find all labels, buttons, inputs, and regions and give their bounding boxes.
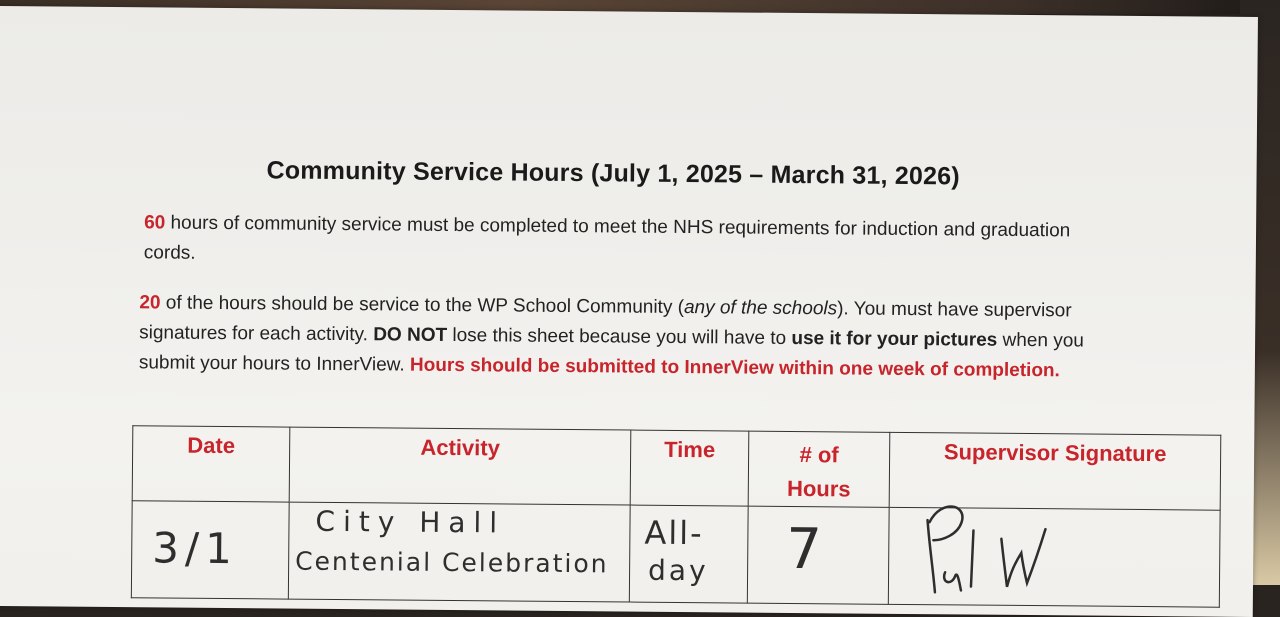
cell-hours [747,506,889,604]
cell-signature [888,507,1220,607]
paper-sheet [0,6,1258,617]
total-hours: 60 [144,212,166,234]
table-row [131,501,1220,607]
do-not-emphasis: DO NOT [373,324,448,346]
supervisor-signature [915,500,1076,601]
header-hours [748,431,890,507]
requirement-text: hours of community service must be completed to meet the NHS requirements for induction and graduation cords. [143,212,1071,264]
instructions-text-c: lose this sheet because you will have to [447,324,792,349]
requirement-paragraph [144,208,1114,276]
instructions-text-b: ). You must have supervisor signatures for each activity. [139,298,1072,346]
handwritten-hours: 7 [786,516,826,583]
handwritten-time-line2: day [647,553,709,588]
header-hours-label: # of Hours [786,442,851,502]
header-time: Time [630,430,749,506]
header-activity: Activity [289,427,631,505]
handwritten-activity-line1: City Hall [315,504,506,540]
header-date: Date [132,426,290,502]
handwritten-date: 3/1 [152,523,239,574]
instructions-italic: any of the schools [683,297,838,320]
deadline-note: Hours should be submitted to InnerView within one week of completion. [409,354,1060,382]
hours-log-table [131,425,1221,607]
cell-date [131,501,289,599]
handwritten-time-line1: All- [644,513,704,553]
school-hours: 20 [139,292,161,314]
instructions-text-d: when you submit your hours to InnerView. [138,329,1085,376]
instructions-paragraph [139,288,1110,386]
header-signature: Supervisor Signature [889,432,1221,510]
handwritten-activity-line2: Centenial Celebration [295,546,609,579]
instructions-text-a: of the hours should be service to the WP School Community ( [160,292,685,319]
cell-time [629,505,748,603]
cell-activity [288,502,630,602]
use-it-emphasis: use it for your pictures [791,327,998,351]
page-title: Community Service Hours (July 1, 2025 – March 31, 2026) [266,156,960,191]
table-header-row [132,426,1221,510]
